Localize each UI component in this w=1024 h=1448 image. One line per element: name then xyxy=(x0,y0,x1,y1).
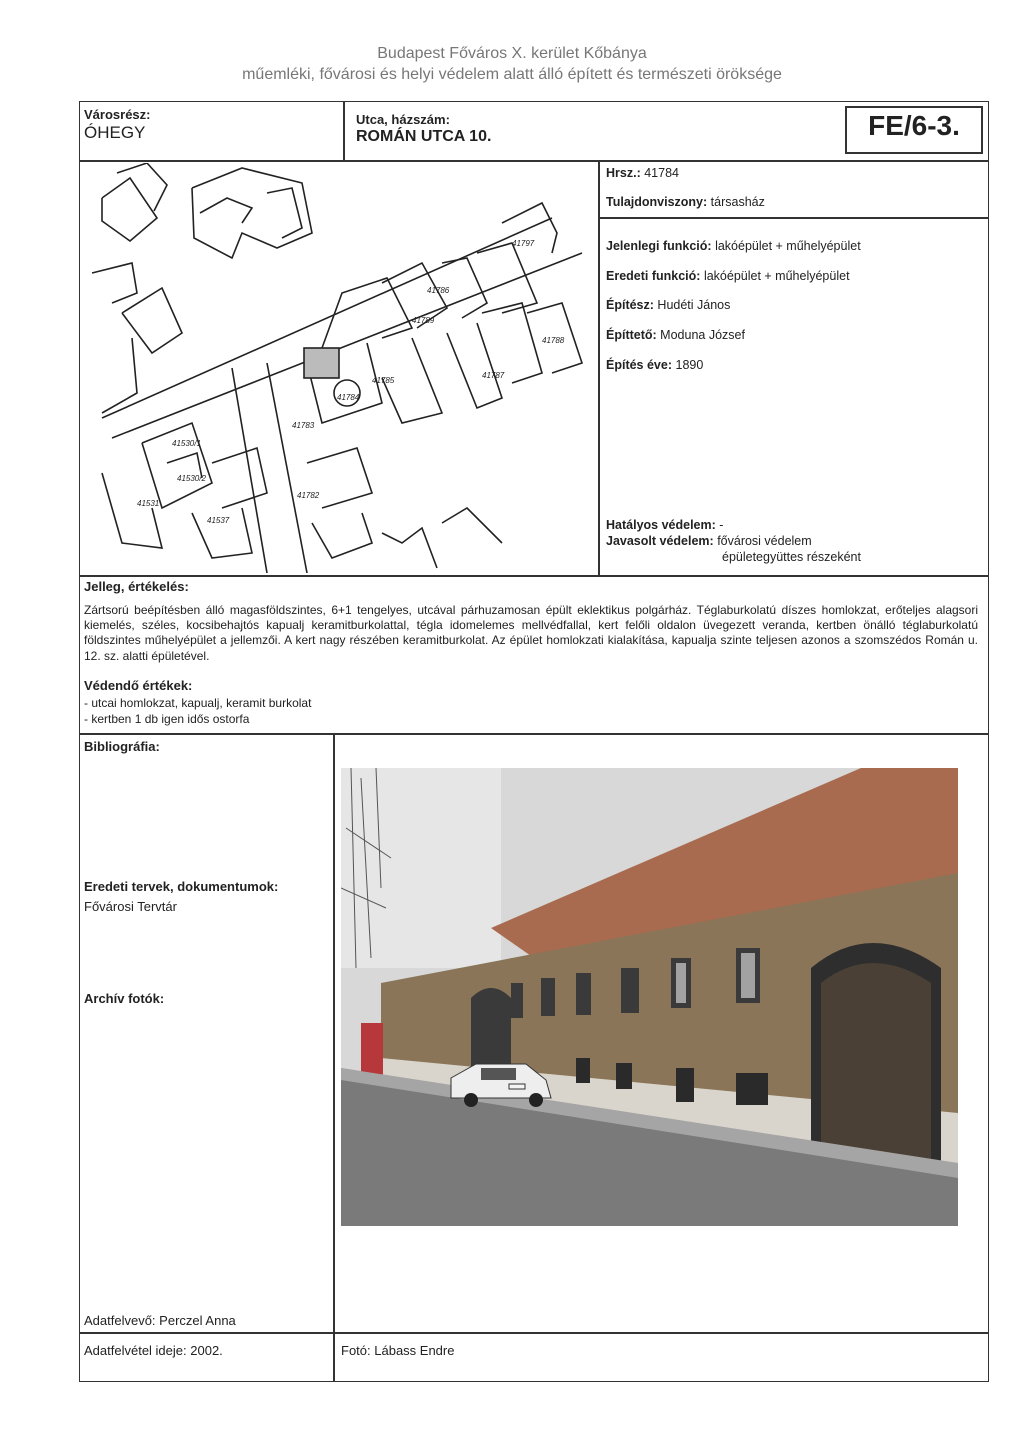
builder-row: Építtető: Moduna József xyxy=(606,328,745,342)
map-plot-label: 41783 xyxy=(292,421,315,430)
map-plot-label: 41537 xyxy=(207,516,230,525)
map-plot-label: 41785 xyxy=(372,376,395,385)
archive-photos-heading: Archív fotók: xyxy=(84,991,165,1006)
map-plot-label: 41789 xyxy=(412,316,435,325)
building-photo-svg xyxy=(341,768,958,1226)
recorder-row: Adatfelvevő: Perczel Anna xyxy=(84,1313,236,1328)
architect-row: Építész: Hudéti János xyxy=(606,298,731,312)
page-header-line2: műemléki, fővárosi és helyi védelem alatt álló épített és természeti öröksége xyxy=(242,66,782,83)
street-label: Utca, házszám: xyxy=(356,112,450,127)
proposed-protection-cont: épületegyüttes részeként xyxy=(722,550,861,564)
lot-number-row: Hrsz.: 41784 xyxy=(606,166,679,180)
district-value: ÓHEGY xyxy=(84,123,146,142)
cadastral-map xyxy=(82,163,597,573)
map-plot-label: 41787 xyxy=(482,371,505,380)
build-year-row: Építés éve: 1890 xyxy=(606,358,704,372)
district-label: Városrész: xyxy=(84,107,151,122)
cadastral-map-svg xyxy=(82,163,597,573)
map-plot-label: 41782 xyxy=(297,491,320,500)
original-function-row: Eredeti funkció: lakóépület + műhelyépület xyxy=(606,269,850,283)
map-plot-label: 41784 xyxy=(337,393,360,402)
page-header-line1: Budapest Főváros X. kerület Kőbánya xyxy=(377,45,647,62)
bibliography-heading: Bibliográfia: xyxy=(84,739,160,754)
map-plot-label: 41530/1 xyxy=(172,439,201,448)
protected-value-item: - kertben 1 db igen idős ostorfa xyxy=(84,712,250,726)
photographer-row: Fotó: Lábass Endre xyxy=(341,1343,455,1358)
record-date-row: Adatfelvétel ideje: 2002. xyxy=(84,1343,223,1358)
current-protection-row: Hatályos védelem: - xyxy=(606,518,724,532)
proposed-protection-row: Javasolt védelem: fővárosi védelem xyxy=(606,534,812,548)
building-photo xyxy=(341,768,958,1226)
document-code: FE/6-3. xyxy=(868,110,960,141)
protected-value-item: - utcai homlokzat, kapualj, keramit burkolat xyxy=(84,696,312,710)
map-plot-label: 41531 xyxy=(137,499,160,508)
street-value: ROMÁN UTCA 10. xyxy=(356,128,492,145)
map-plot-label: 41788 xyxy=(542,336,565,345)
character-heading: Jelleg, értékelés: xyxy=(84,579,189,594)
current-function-row: Jelenlegi funkció: lakóépület + műhelyépület xyxy=(606,239,861,253)
original-plans-heading: Eredeti tervek, dokumentumok: xyxy=(84,879,279,894)
original-plans-value: Fővárosi Tervtár xyxy=(84,899,177,914)
map-plot-label: 41786 xyxy=(427,286,450,295)
map-plot-label: 41797 xyxy=(512,239,535,248)
ownership-row: Tulajdonviszony: társasház xyxy=(606,195,765,209)
map-plot-label: 41530/2 xyxy=(177,474,206,483)
character-text: Zártsorú beépítésben álló magasföldszintes, 6+1 tengelyes, utcával párhuzamosan épült eklektikus polgárház. Téglaburkolatú díszes homlokzat, erőteljes alagsori kiemelés, széles, kocsibehajtós kapualj keramitburkolattal, tégla idomelemes mellvédfallal, kert felőli oldalon üvegezett veranda, kertben önálló téglaburkolatú földszintes műhelyépület a jellemzői. A kert nagy részében keramitburkolat. Az épület homlokzati kialakítása, kapualja szinte teljesen azonos a szomszédos Román u. 12. sz. alatti épületével. xyxy=(84,603,978,663)
protected-values-heading: Védendő értékek: xyxy=(84,678,193,693)
